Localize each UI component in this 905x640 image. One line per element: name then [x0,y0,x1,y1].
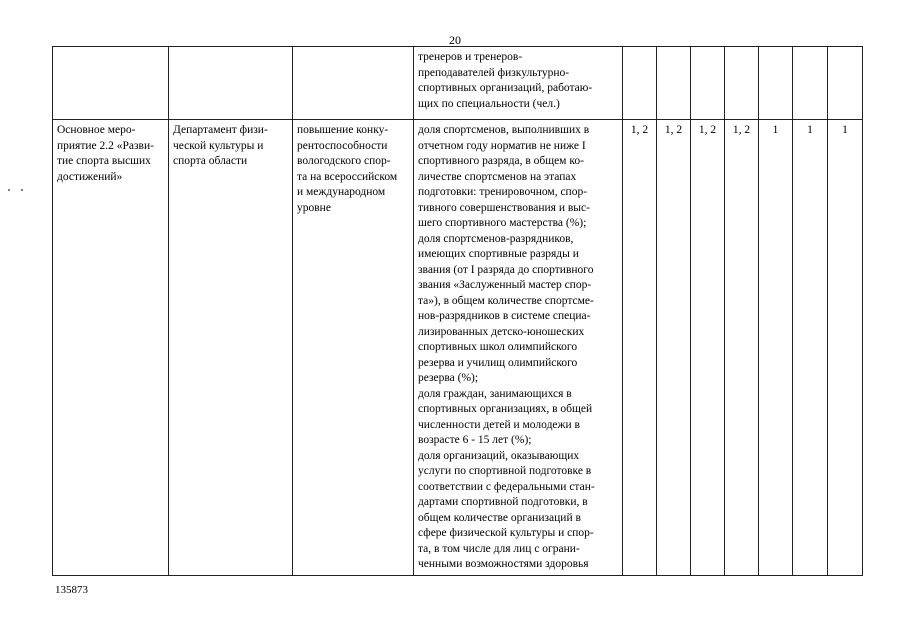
cell-value-empty [657,47,691,120]
indicators-text: доля спортсменов, выполнивших в отчетном году норматив не ниже I спортивного разряда, в общем ко- личестве спортсменов на этапах подготовки: тренировочном, спор- тивного совершенствования и выс- шего спортивного мастерства (%); доля спортсменов-разрядников, имеющих спортивные разряды и звания (от I разряда до спортивного звания «Заслуженный мастер спор- та»), в общем количестве спортсме- нов-разрядников в системе специа- лизированных детско-юношеских спортивных школ олимпийского резерва и училищ олимпийского резерва (%); доля граждан, занимающихся в спортивных организациях, в общей численности детей и молодежи в возрасте 6 - 15 лет (%); доля организаций, оказывающих услуги по спортивной подготовке в соответствии с федеральными стан- дартами спортивной подготовки, в общем количестве организаций в сфере физической культуры и спор- та, в том числе для лиц с ограни- ченными возможностями здоровья [418,124,595,570]
scan-speck [21,189,23,191]
cell-value-empty [623,47,657,120]
cell-value-5: 1 [759,120,793,576]
cell-value-2: 1, 2 [657,120,691,576]
cell-value-empty [793,47,828,120]
document-id: 135873 [55,584,88,596]
measure-text: Основное меро- приятие 2.2 «Разви- тие спорта высших достижений» [57,124,154,183]
table-row-continuation [53,47,863,120]
page-number: 20 [449,33,461,47]
cell-value-4: 1, 2 [725,120,759,576]
goal-text: повышение конку- рентоспособности вологодского спор- та на всероссийском и международном уровне [297,124,398,214]
cell-value-3: 1, 2 [691,120,725,576]
cell-value-empty [828,47,863,120]
scan-speck [8,189,10,191]
cell-value-1: 1, 2 [623,120,657,576]
cell-executor-empty [169,47,293,120]
cell-value-empty [759,47,793,120]
cell-value-empty [691,47,725,120]
cell-goal [293,120,414,576]
cell-indicator-continuation [414,47,623,120]
cell-indicators [414,120,623,576]
program-table [52,46,863,576]
cell-measure [53,120,169,576]
cell-value-6: 1 [793,120,828,576]
table-row-main [53,120,863,576]
cell-executor [169,120,293,576]
cell-value-7: 1 [828,120,863,576]
cell-measure-empty [53,47,169,120]
executor-text: Департамент физи- ческой культуры и спорта области [173,124,268,167]
indicator-continuation-text: тренеров и тренеров- преподавателей физкультурно- спортивных организаций, работаю- щих по специальности (чел.) [418,51,593,110]
cell-value-empty [725,47,759,120]
cell-goal-empty [293,47,414,120]
